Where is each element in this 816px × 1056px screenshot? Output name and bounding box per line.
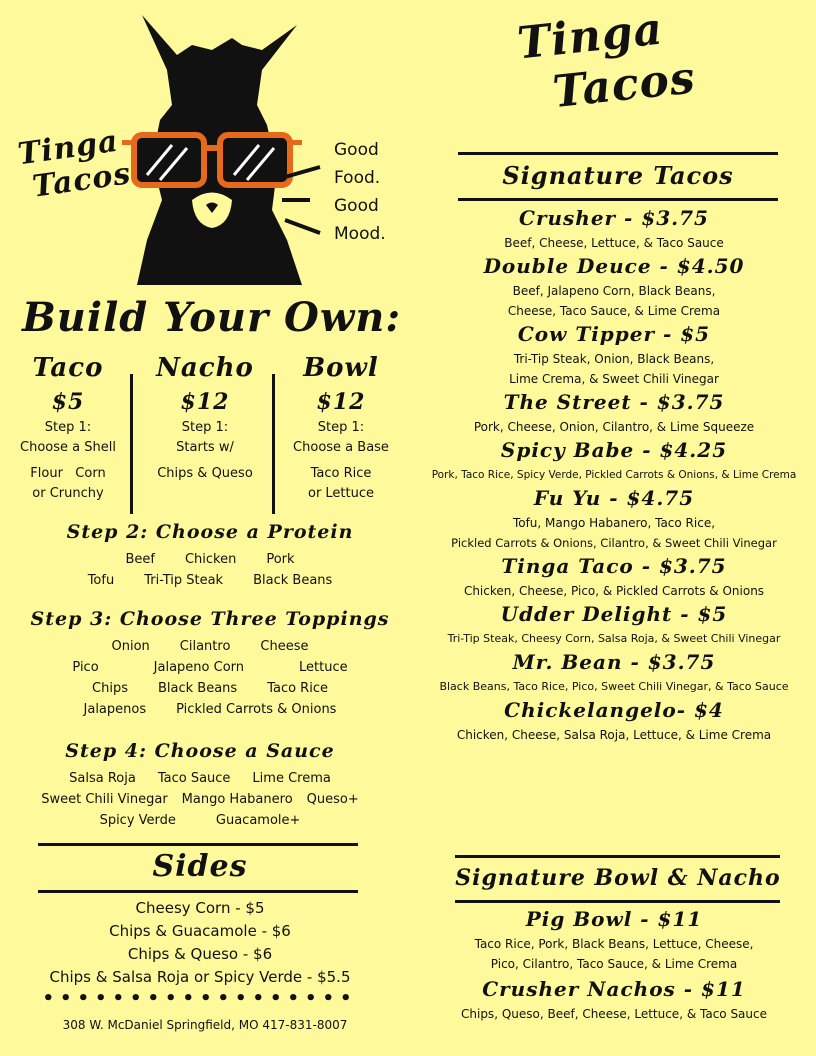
menu-item [414, 904, 814, 974]
divider [130, 374, 133, 514]
byo-column-nacho [145, 350, 265, 484]
menu-item-name: Crusher - $3.75 [519, 206, 709, 230]
byo-step-text: Choose a Shell [20, 440, 116, 455]
byo-column-price: $5 [51, 389, 85, 415]
byo-column-price: $12 [180, 389, 230, 415]
logo-brand-line2: Tacos [30, 156, 134, 205]
menu-item-desc: Pork, Cheese, Onion, Cilantro, & Lime Squeeze [473, 420, 755, 434]
byo-column-bowl [282, 350, 400, 504]
byo-option: or Crunchy [32, 486, 104, 501]
menu-item-desc: Beef, Cheese, Lettuce, & Taco Sauce [504, 236, 724, 250]
option: Spicy Verde [99, 813, 176, 828]
menu-item-name: The Street - $3.75 [503, 390, 725, 414]
option: Tofu [87, 573, 115, 588]
menu-item [414, 319, 814, 389]
option: Cilantro [179, 639, 231, 654]
menu-item-desc: Lime Crema, & Sweet Chili Vinegar [509, 372, 719, 386]
signature-bowl-list [414, 904, 814, 1024]
byo-column-name: Nacho [156, 353, 254, 383]
menu-item-name: Pig Bowl - $11 [525, 907, 703, 931]
byo-option: Flour Corn [30, 466, 106, 481]
right-title-line1: Tinga [515, 3, 666, 70]
option: Lettuce [299, 660, 348, 675]
menu-item-desc: Pickled Carrots & Onions, Cilantro, & Sweet Chili Vinegar [451, 536, 777, 550]
option: Black Beans [157, 681, 238, 696]
option-row [10, 699, 410, 720]
menu-item [414, 251, 814, 321]
byo-step: Step 1: [317, 420, 365, 435]
sides-title: Sides [152, 849, 248, 884]
menu-item-name: Chickelangelo- $4 [504, 698, 724, 722]
option: Black Beans [253, 573, 333, 588]
option: Beef [125, 552, 155, 567]
side-item: Cheesy Corn - $5 [135, 899, 265, 917]
logo-brand-line1: Tinga [15, 123, 121, 173]
step2-section [20, 515, 400, 591]
byo-title: Build Your Own: [22, 294, 402, 341]
menu-item-desc: Tri-Tip Steak, Onion, Black Beans, [513, 352, 715, 366]
option: Lime Crema [252, 771, 331, 786]
option-row [0, 789, 400, 810]
option: Mango Habanero [181, 792, 293, 807]
section-divider [455, 900, 780, 903]
tagline-line: Food. [334, 168, 381, 188]
menu-item-desc: Chicken, Cheese, Pico, & Pickled Carrots & Onions [463, 584, 765, 598]
menu-item [414, 435, 814, 485]
option: Onion [111, 639, 150, 654]
option: Pico [72, 660, 99, 675]
option: Chicken [184, 552, 237, 567]
option-row [0, 768, 400, 789]
option: Queso+ [306, 792, 359, 807]
option: Guacamole+ [215, 813, 301, 828]
byo-column-name: Taco [32, 353, 104, 383]
option-row [10, 678, 410, 699]
byo-column-price: $12 [316, 389, 366, 415]
menu-item-desc: Black Beans, Taco Rice, Pico, Sweet Chili Vinegar, & Taco Sauce [439, 680, 789, 693]
option: Taco Rice [267, 681, 328, 696]
option-row [20, 570, 400, 591]
motion-lines-icon [280, 165, 330, 235]
byo-column-name: Bowl [303, 353, 379, 383]
logo [15, 10, 420, 290]
option: Cheese [260, 639, 309, 654]
menu-item-desc: Cheese, Taco Sauce, & Lime Crema [507, 304, 721, 318]
byo-step-text: Starts w/ [176, 440, 234, 455]
right-title [515, 0, 725, 122]
menu-item-desc: Tofu, Mango Habanero, Taco Rice, [512, 516, 716, 530]
menu-item-desc: Pico, Cilantro, Taco Sauce, & Lime Crema [490, 957, 738, 971]
option: Sweet Chili Vinegar [41, 792, 168, 807]
byo-option: Taco Rice [310, 466, 372, 481]
byo-column-taco [8, 350, 128, 504]
dot-divider: •••••••••••••••••• [42, 988, 358, 1009]
menu-item-desc: Beef, Jalapeno Corn, Black Beans, [512, 284, 716, 298]
option-row [10, 657, 410, 678]
step2-title: Step 2: Choose a Protein [66, 521, 354, 543]
menu-item [414, 647, 814, 697]
menu-item-name: Tinga Taco - $3.75 [501, 554, 727, 578]
menu-item [414, 551, 814, 601]
side-item: Chips & Guacamole - $6 [109, 922, 291, 940]
byo-option: Chips & Queso [157, 466, 253, 481]
menu-item [414, 695, 814, 745]
signature-bowl-title: Signature Bowl & Nacho [455, 865, 781, 891]
right-title-line2: Tacos [550, 52, 698, 119]
address: 308 W. McDaniel Springfield, MO 417-831-8007 [62, 1018, 348, 1032]
sides-list [10, 897, 390, 989]
tagline-line: Mood. [334, 224, 386, 244]
option: Jalapeno Corn [153, 660, 245, 675]
side-item: Chips & Queso - $6 [127, 945, 273, 963]
step3-section [10, 602, 410, 720]
menu-item-desc: Chips, Queso, Beef, Cheese, Lettuce, & Taco Sauce [461, 1007, 767, 1021]
menu-item-name: Cow Tipper - $5 [517, 322, 711, 346]
option-row [10, 636, 410, 657]
menu-item-name: Double Deuce - $4.50 [483, 254, 745, 278]
option: Chips [92, 681, 128, 696]
tagline-line: Good [334, 196, 379, 216]
option: Taco Sauce [157, 771, 231, 786]
byo-step: Step 1: [44, 420, 92, 435]
byo-step-text: Choose a Base [293, 440, 389, 455]
menu-item [414, 203, 814, 253]
section-divider [455, 855, 780, 858]
menu-item-name: Mr. Bean - $3.75 [512, 650, 716, 674]
side-item: Chips & Salsa Roja or Spicy Verde - $5.5 [49, 968, 351, 986]
menu-item-desc: Taco Rice, Pork, Black Beans, Lettuce, Cheese, [474, 937, 754, 951]
menu-item [414, 483, 814, 553]
menu-item-name: Crusher Nachos - $11 [482, 977, 746, 1001]
option: Tri-Tip Steak [144, 573, 224, 588]
section-divider [458, 198, 778, 201]
menu-item-name: Fu Yu - $4.75 [533, 486, 695, 510]
option: Jalapenos [83, 702, 147, 717]
option-row [20, 549, 400, 570]
menu-item-desc: Chicken, Cheese, Salsa Roja, Lettuce, & Lime Crema [456, 728, 772, 742]
step4-section [0, 734, 400, 831]
menu-item-name: Udder Delight - $5 [500, 602, 728, 626]
option: Salsa Roja [69, 771, 136, 786]
menu-item [414, 387, 814, 437]
menu-item-desc: Pork, Taco Rice, Spicy Verde, Pickled Carrots & Onions, & Lime Crema [431, 469, 797, 481]
menu-item [414, 974, 814, 1024]
section-divider [38, 890, 358, 893]
menu-item-name: Spicy Babe - $4.25 [500, 438, 728, 462]
divider [272, 374, 275, 514]
tagline-line: Good [334, 140, 379, 160]
tagline [334, 136, 386, 248]
option: Pork [266, 552, 295, 567]
step3-title: Step 3: Choose Three Toppings [30, 608, 390, 630]
signature-tacos-title: Signature Tacos [502, 161, 734, 190]
signature-tacos-list [414, 203, 814, 745]
menu-item [414, 599, 814, 649]
option-row [0, 810, 400, 831]
byo-option: or Lettuce [307, 486, 375, 501]
llama-icon [112, 10, 312, 285]
menu-item-desc: Tri-Tip Steak, Cheesy Corn, Salsa Roja, & Sweet Chili Vinegar [447, 632, 781, 645]
section-divider [458, 152, 778, 155]
byo-step: Step 1: [181, 420, 229, 435]
step4-title: Step 4: Choose a Sauce [65, 740, 335, 762]
option: Pickled Carrots & Onions [176, 702, 337, 717]
